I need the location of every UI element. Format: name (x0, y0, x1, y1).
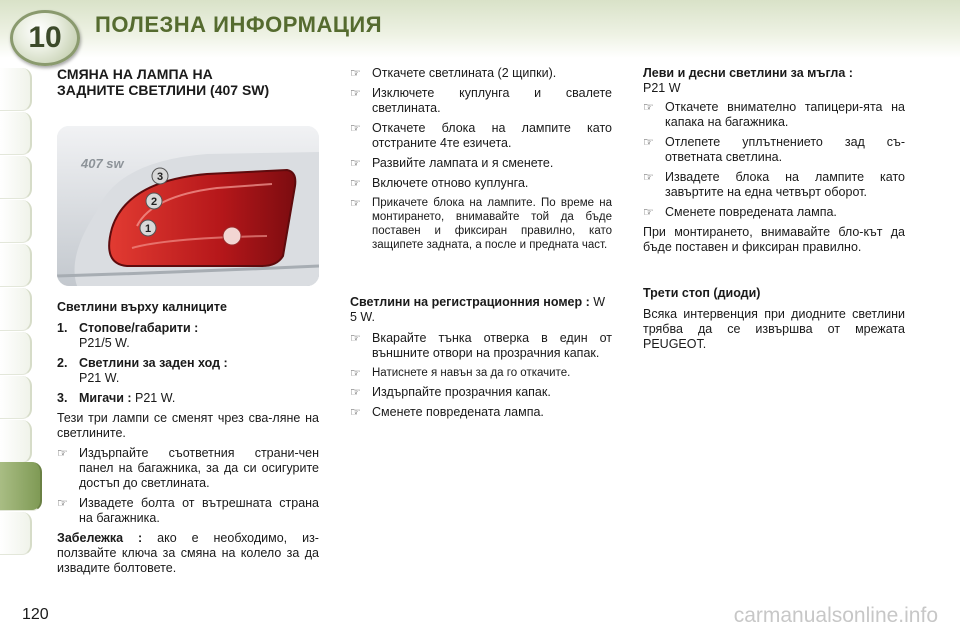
pointing-hand-icon: ☞ (643, 170, 654, 184)
section-title-rear-lights (57, 66, 319, 98)
bullet-item: ☞ Сменете повредената лампа. (643, 205, 837, 219)
bullet-item: ☞ Откачете внимателно тапицери-ята на капака на багажника. (643, 100, 905, 129)
pointing-hand-icon: ☞ (350, 385, 361, 399)
chapter-tab-8[interactable] (0, 376, 32, 419)
bullet-item: ☞ Издърпайте прозрачния капак. (350, 385, 551, 399)
watermark: carmanualsonline.info (733, 604, 938, 627)
subtitle-fender-lights: Светлини върху калниците (57, 300, 227, 314)
chapter-tab-2[interactable] (0, 112, 32, 155)
bullet-item: ☞ Вкарайте тънка отверка в един от външните отвори на прозрачния капак. (350, 331, 612, 360)
rear-light-photo (57, 126, 319, 286)
bullet-item: ☞ Включете отново куплунга. (350, 176, 529, 190)
rear-light-illustration (57, 126, 319, 286)
pointing-hand-icon: ☞ (350, 196, 361, 210)
chapter-tab-6[interactable] (0, 288, 32, 331)
intro-text: Тези три лампи се сменят чрез сва-ляне на светлините. (57, 411, 319, 440)
bullet-item: ☞ Развийте лампата и я сменете. (350, 156, 554, 170)
pointing-hand-icon: ☞ (643, 205, 654, 219)
svg-text:2: 2 (150, 196, 158, 208)
section-title-fog-lights: Леви и десни светлини за мъгла : P21 W (643, 66, 853, 95)
pointing-hand-icon: ☞ (57, 446, 68, 460)
list-item: 3. Мигачи : P21 W. (57, 391, 176, 405)
chapter-tab-4[interactable] (0, 200, 32, 243)
pointing-hand-icon: ☞ (350, 156, 361, 170)
pointing-hand-icon: ☞ (350, 366, 361, 380)
pointing-hand-icon: ☞ (350, 331, 361, 345)
chapter-tab-10-active[interactable] (0, 462, 42, 511)
pointing-hand-icon: ☞ (350, 176, 361, 190)
column-3 (643, 66, 905, 357)
chapter-tab-1[interactable] (0, 68, 32, 111)
pointing-hand-icon: ☞ (57, 496, 68, 510)
svg-text:3: 3 (156, 171, 164, 183)
bullet-item: ☞ Изключете куплунга и свалете светлината. (350, 86, 612, 115)
pointing-hand-icon: ☞ (350, 66, 361, 80)
bullet-item: ☞ Откачете светлината (2 щипки). (350, 66, 557, 80)
column-2 (350, 66, 612, 425)
column-1 (57, 66, 319, 581)
callout-2 (146, 193, 162, 209)
chapter-badge: 10 (10, 10, 80, 66)
title-line-2: ЗАДНИТЕ СВЕТЛИНИ (407 SW) (57, 82, 270, 98)
car-badge: 407 sw (81, 156, 124, 171)
chapter-tab-7[interactable] (0, 332, 32, 375)
page-number: 120 (22, 606, 49, 623)
note-text: Забележка : ако е необходимо, из-ползвайте ключа за смяна на колело за да извадите болтовете. (57, 531, 319, 575)
section-title-third-stop: Трети стоп (диоди) (643, 286, 761, 300)
pointing-hand-icon: ☞ (350, 121, 361, 135)
chapter-tab-3[interactable] (0, 156, 32, 199)
chapter-tab-9[interactable] (0, 420, 32, 463)
bullet-item: ☞ Извадете блока на лампите като завъртите на една четвърт оборот. (643, 170, 905, 199)
pointing-hand-icon: ☞ (643, 100, 654, 114)
bullet-item: ☞ Прикачете блока на лампите. По време на монтирането, внимавайте той да бъде поставен и фиксиран правилно, като защипете задната, а после и предната част. (350, 196, 612, 251)
pointing-hand-icon: ☞ (350, 86, 361, 100)
chapter-tab-5[interactable] (0, 244, 32, 287)
list-item: 1. Стопове/габарити : P21/5 W. (57, 321, 199, 350)
bullet-item: ☞ Откачете блока на лампите като отстраните 4те езичета. (350, 121, 612, 150)
chapter-tab-11[interactable] (0, 512, 32, 555)
title-line-1: СМЯНА НА ЛАМПА НА (57, 66, 213, 82)
section-title-plate-lights: Светлини на регистрационния номер : W 5 W. (350, 295, 606, 324)
svg-text:1: 1 (144, 223, 152, 235)
list-item: 2. Светлини за заден ход : P21 W. (57, 356, 228, 385)
pointing-hand-icon: ☞ (643, 135, 654, 149)
fog-lights-note: При монтирането, внимавайте бло-кът да бъде поставен и фиксиран правилно. (643, 225, 905, 254)
callout-1 (140, 220, 156, 236)
bullet-item: ☞ Отлепете уплътнението зад съ-ответната светлина. (643, 135, 905, 164)
bullet-item: ☞ Натиснете я навън за да го откачите. (350, 366, 571, 380)
bullet-item: ☞ Сменете повредената лампа. (350, 405, 544, 419)
pointing-hand-icon: ☞ (350, 405, 361, 419)
page-title: ПОЛЕЗНА ИНФОРМАЦИЯ (95, 12, 383, 37)
third-stop-text: Всяка интервенция при диодните светлини трябва да се извършва от мрежата PEUGEOT. (643, 307, 905, 351)
bullet-item: ☞ Издърпайте съответния страни-чен панел на багажника, за да си осигурите достъп до светлината. (57, 446, 319, 490)
callout-3 (152, 168, 168, 184)
bullet-item: ☞ Извадете болта от вътрешната страна на багажника. (57, 496, 319, 525)
